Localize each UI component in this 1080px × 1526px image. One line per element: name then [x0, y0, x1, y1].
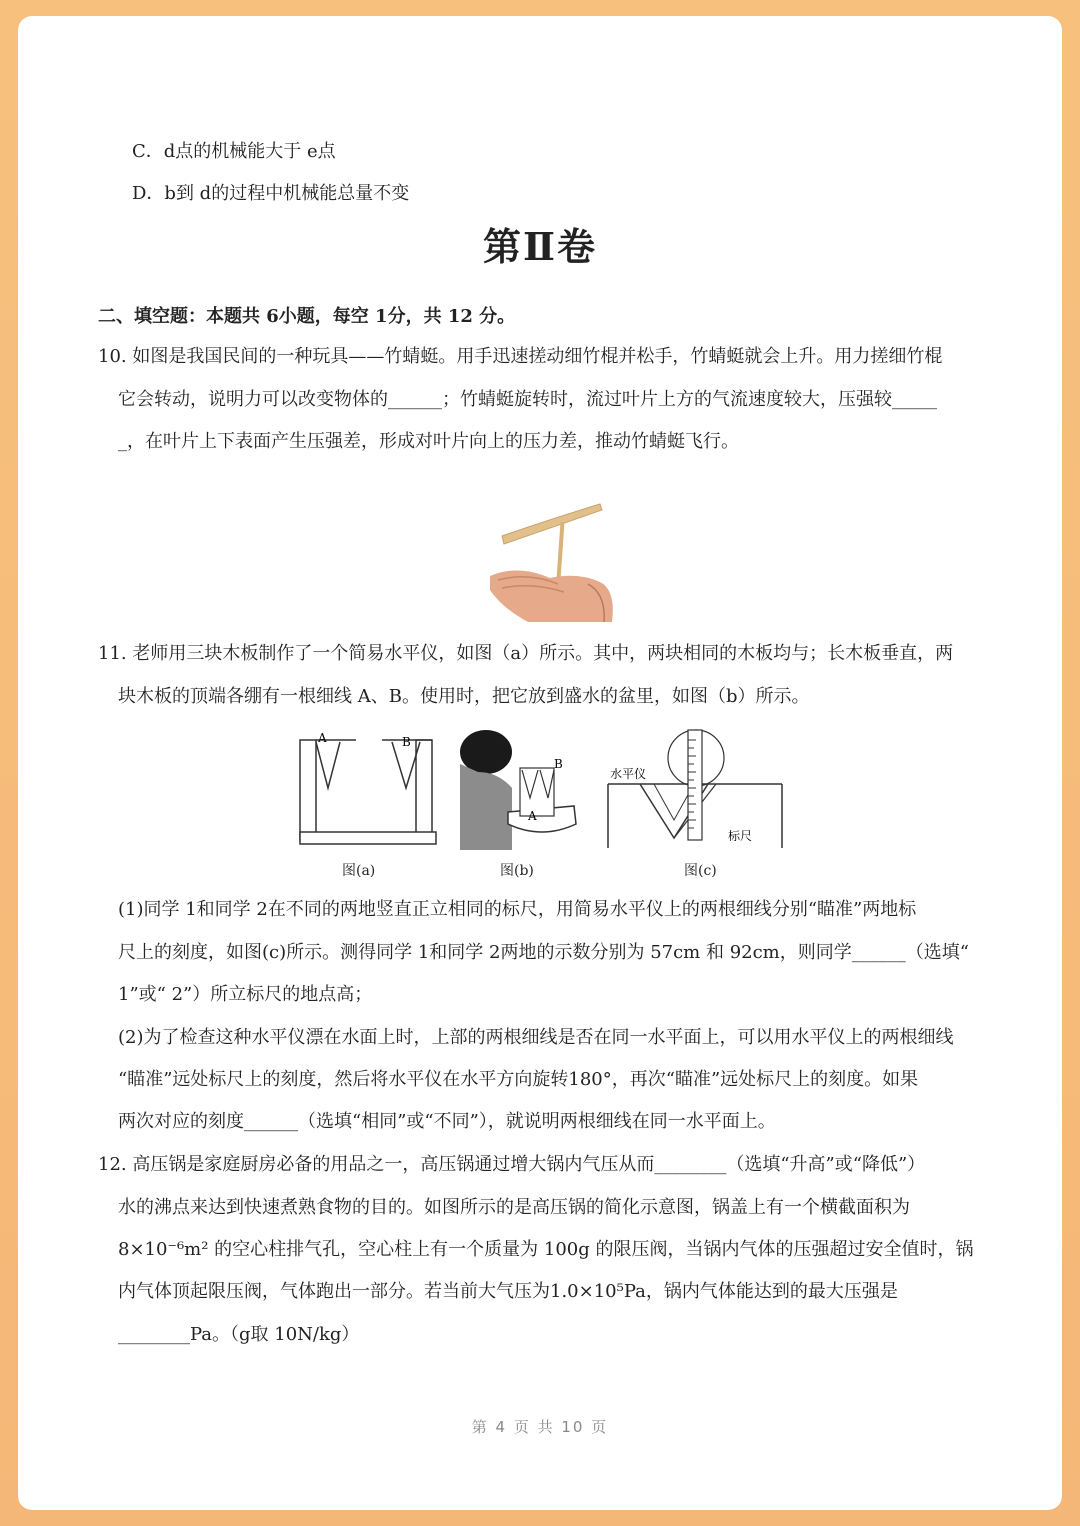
q11-part1-line-2: 尺上的刻度，如图(c)所示。测得同学 1和同学 2两地的示数分别为 57cm 和 92cm，则同学______（选填“ — [118, 942, 969, 963]
q11-part1-line-1: (1)同学 1和同学 2在不同的两地竖直正立相同的标尺，用简易水平仪上的两根细线分别“瞄准”两地标 — [118, 899, 917, 920]
q12-line-4: 内气体顶起限压阀，气体跑出一部分。若当前大气压为1.0×10⁵Pa，锅内气体能达到的最大压强是 — [118, 1281, 898, 1302]
fig-a-label-b: B — [402, 735, 411, 749]
option-d: D．b到 d的过程中机械能总量不变 — [132, 183, 410, 204]
q12-line-1: 12. 高压锅是家庭厨房必备的用品之一，高压锅通过增大锅内气压从而________（选填“升高”或“降低”） — [98, 1154, 926, 1175]
figure-b-level-in-basin — [458, 728, 582, 850]
q11-part2-line-2: “瞄准”远处标尺上的刻度，然后将水平仪在水平方向旋转180°，再次“瞄准”远处标尺上的刻度。如果 — [118, 1069, 919, 1090]
q11-line-1: 11. 老师用三块木板制作了一个简易水平仪，如图（a）所示。其中，两块相同的木板均与；长木板垂直，两 — [98, 643, 954, 664]
fig-a-label-a: A — [318, 731, 327, 745]
fig-c-label-ruler: 标尺 — [728, 829, 753, 843]
q11-part2-line-1: (2)为了检查这种水平仪漂在水面上时，上部的两根细线是否在同一水平面上，可以用水平仪上的两根细线 — [118, 1027, 954, 1048]
exam-page — [18, 16, 1062, 1510]
page-number: 第 4 页 共 10 页 — [471, 1418, 609, 1436]
section-title: 第Ⅱ卷 — [482, 224, 598, 269]
q12-line-3: 8×10⁻⁶m² 的空心柱排气孔，空心柱上有一个质量为 100g 的限压阀，当锅内气体的压强超过安全值时，锅 — [118, 1239, 974, 1260]
q10-line-2: 它会转动，说明力可以改变物体的______；竹蜻蜓旋转时，流过叶片上方的气流速度较大，压强较_____ — [118, 389, 937, 410]
fig-b-label-b: B — [554, 757, 563, 771]
q11-part1-line-3: 1”或“ 2”）所立标尺的地点高； — [118, 984, 373, 1005]
fig-b-label-a: A — [528, 809, 537, 823]
figure-c-aiming-ruler — [604, 728, 784, 850]
option-c: C．d点的机械能大于 e点 — [132, 141, 336, 162]
figure-b-caption: 图(b) — [500, 863, 534, 879]
figure-a-level-device — [296, 728, 440, 850]
figure-a-caption: 图(a) — [342, 863, 376, 879]
q12-line-2: 水的沸点来达到快速煮熟食物的目的。如图所示的是高压锅的简化示意图，锅盖上有一个横截面积为 — [118, 1197, 910, 1218]
q12-line-5: ________Pa。（g取 10N/kg） — [118, 1324, 360, 1345]
bamboo-dragonfly-image — [488, 498, 618, 622]
fig-c-label-level: 水平仪 — [610, 767, 647, 781]
section-heading: 二、填空题：本题共 6小题，每空 1分，共 12 分。 — [98, 306, 516, 327]
q10-line-1: 10. 如图是我国民间的一种玩具——竹蜻蜓。用手迅速搓动细竹棍并松手，竹蜻蜓就会上升。用力搓细竹棍 — [98, 346, 943, 367]
q10-line-3: _，在叶片上下表面产生压强差，形成对叶片向上的压力差，推动竹蜻蜓飞行。 — [118, 431, 739, 452]
q11-part2-line-3: 两次对应的刻度______（选填“相同”或“不同”），就说明两根细线在同一水平面上。 — [118, 1111, 776, 1132]
figure-c-caption: 图(c) — [684, 863, 717, 879]
q11-line-2: 块木板的顶端各绷有一根细线 A、B。使用时，把它放到盛水的盆里，如图（b）所示。 — [118, 686, 810, 707]
